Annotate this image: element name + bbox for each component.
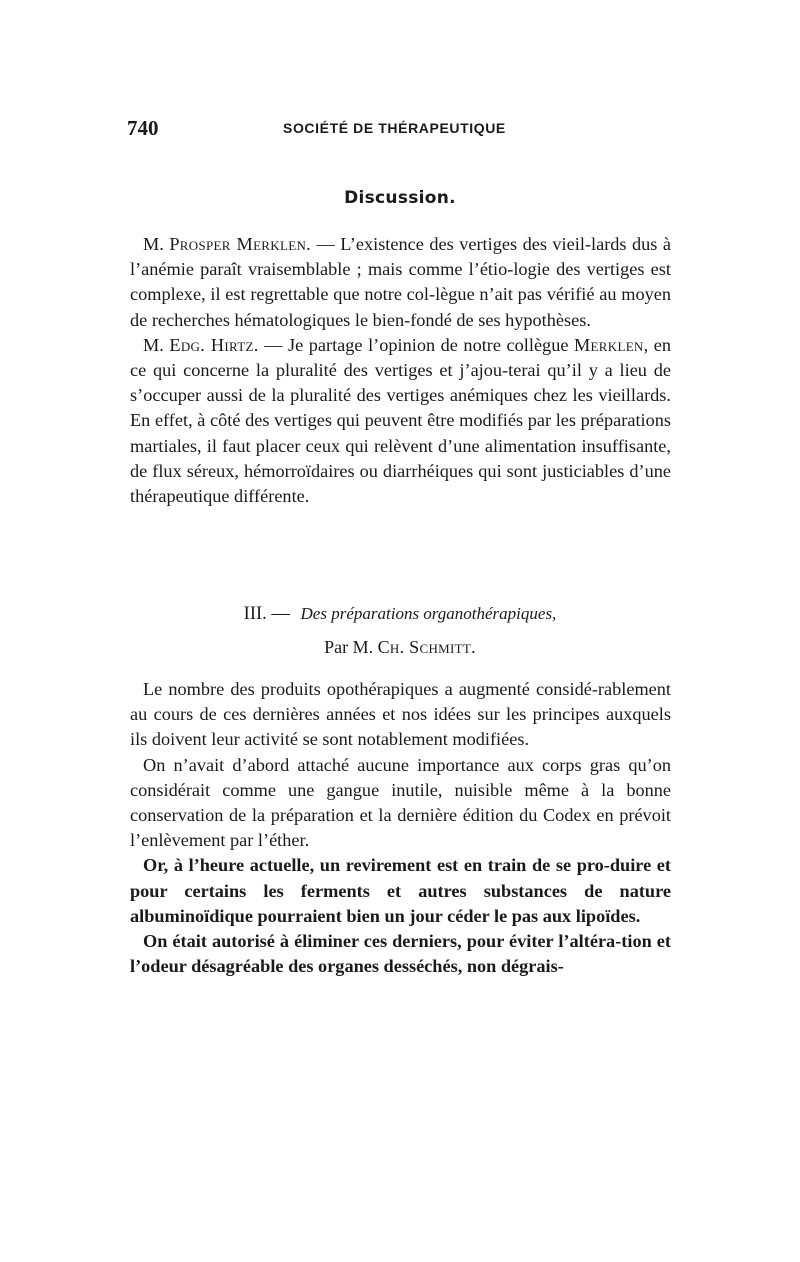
discussion-block bbox=[130, 232, 671, 509]
article-paragraph: Le nombre des produits opothérapiques a augmenté considé-rablement au cours de ces dernières années et nos idées sur les principes auxquels ils doivent leur activité se sont notablement modifiées. bbox=[130, 679, 671, 750]
journal-title: SOCIÉTÉ DE THÉRAPEUTIQUE bbox=[283, 120, 506, 136]
article-author bbox=[0, 637, 800, 658]
author-by: Par M. bbox=[324, 637, 374, 657]
article-paragraph: On n’avait d’abord attaché aucune importance aux corps gras qu’on considérait comme une gangue inutile, nuisible même à la bonne conservation de la préparation et la dernière édition du Codex en prévoit l’enlèvement par l’éther. bbox=[130, 754, 671, 851]
article-paragraph: On était autorisé à éliminer ces derniers, pour éviter l’altéra-tion et l’odeur désagréable des organes desséchés, non dégrais- bbox=[130, 931, 671, 977]
paragraph-text: , en ce qui concerne la pluralité des vertiges et j’ajou-terai qu’il y a lieu de s’occuper aussi de la pluralité des vertiges anémiques chez les vieillards. En effet, à côté des vertiges qui peuvent être modifiés par les préparations martiales, il faut placer ceux qui relèvent d’une alimentation insuffisante, de flux séreux, hémorroïdaires ou diarrhéiques qui sont justiciables d’une thérapeutique différente. bbox=[130, 334, 671, 507]
paragraph-text: — Je partage l’opinion de notre collègue bbox=[264, 334, 569, 355]
speaker-name: Edg. Hirtz. bbox=[169, 334, 259, 355]
page-number: 740 bbox=[127, 116, 159, 140]
paragraph-text: — L’existence des vertiges des vieil-lards dus à l’anémie paraît vraisemblable ; mais comme l’étio-logie des vertiges est complexe, il est regrettable que notre col-lègue n’ait pas vérifié au moyen de recherches hématologiques le bien-fondé de ses hypothèses. bbox=[130, 234, 672, 330]
discussion-paragraph-hirtz bbox=[130, 333, 671, 509]
discussion-title: Discussion. bbox=[344, 188, 456, 208]
article-heading bbox=[0, 604, 800, 625]
author-name: Ch. Schmitt. bbox=[377, 637, 476, 657]
speaker-prefix: M. bbox=[143, 234, 164, 254]
running-head bbox=[127, 116, 673, 146]
name-reference: Merklen bbox=[574, 334, 644, 355]
speaker-prefix: M. bbox=[143, 334, 164, 355]
article-body bbox=[130, 677, 671, 979]
article-number: III. — bbox=[243, 604, 290, 624]
article-title: Des préparations organothérapiques, bbox=[300, 604, 557, 623]
speaker-name: Prosper Merklen. bbox=[169, 234, 312, 254]
discussion-paragraph-merklen bbox=[130, 232, 671, 333]
article-paragraph: Or, à l’heure actuelle, un revirement est en train de se pro-duire et pour certains les ferments et autres substances de nature albuminoïdique pourraient bien un jour céder le pas aux lipoïdes. bbox=[130, 855, 671, 926]
